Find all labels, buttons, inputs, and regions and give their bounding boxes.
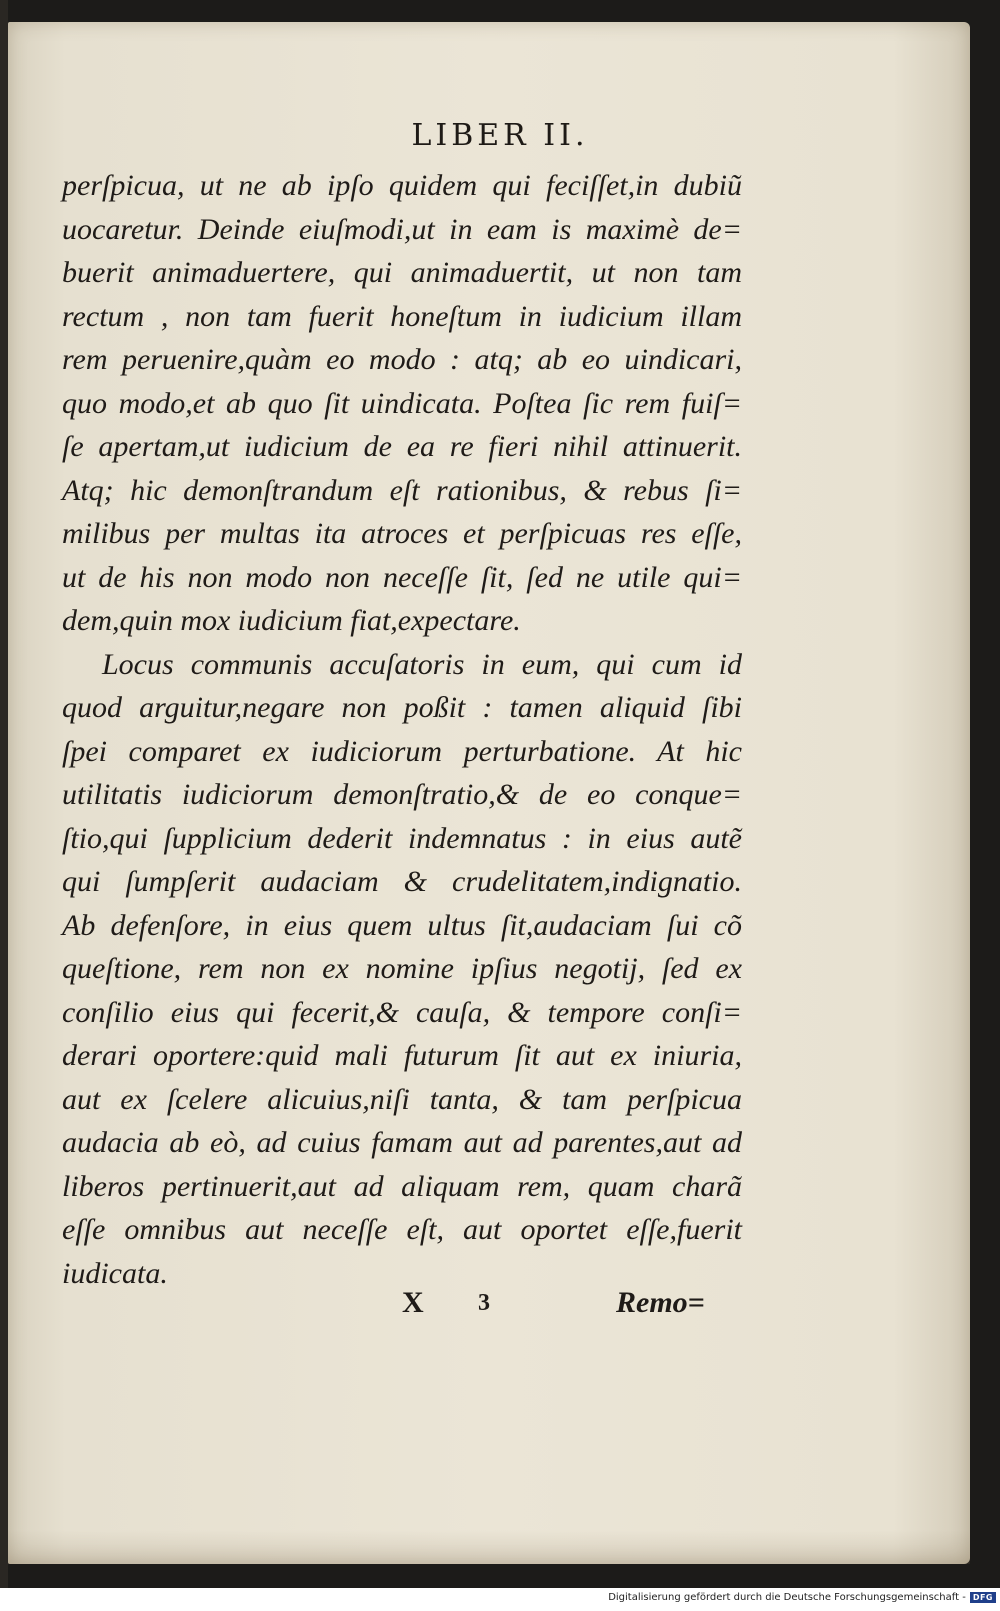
text-line: eſſe omnibus aut neceſſe eſt, aut oportet eſſe,fuerit: [62, 1213, 742, 1246]
text-line: dem,quin mox iudicium fiat,expectare.: [62, 604, 521, 637]
text-line: qui ſumpſerit audaciam & crudelitatem,indignatio.: [62, 865, 742, 898]
text-line: iudicata.: [62, 1256, 168, 1290]
text-line: Locus communis accuſatoris in eum, qui cum id: [102, 647, 742, 681]
catchword: Remo=: [616, 1286, 705, 1319]
running-head: LIBER II.: [411, 118, 589, 153]
text-line: audacia ab eò, ad cuius famam aut ad parentes,aut ad: [62, 1126, 742, 1159]
text-line: queſtione, rem non ex nomine ipſius negotij, ſed ex: [62, 952, 742, 985]
text-line: buerit animaduertere, qui animaduertit, ut non tam: [62, 256, 742, 289]
text-line: Ab defenſore, in eius quem ultus ſit,audaciam ſui cõ: [62, 908, 742, 942]
text-line: perſpicua, ut ne ab ipſo quidem qui feciſſet,in dubiũ: [62, 169, 742, 202]
dfg-logo: DFG: [970, 1592, 996, 1603]
signature-mark: X: [402, 1286, 426, 1319]
text-line: liberos pertinuerit,aut ad aliquam rem, quam charã: [62, 1169, 742, 1203]
text-line: ſpei comparet ex iudiciorum perturbatione. At hic: [62, 734, 742, 768]
text-line: quod arguitur,negare non poßit : tamen aliquid ſibi: [62, 691, 742, 724]
book-edge: [0, 0, 8, 1588]
text-line: uocaretur. Deinde eiuſmodi,ut in eam is maximè de=: [62, 212, 742, 246]
credit-text: Digitalisierung gefördert durch die Deutsche Forschungsgemeinschaft -: [608, 1592, 966, 1603]
text-line: utilitatis iudiciorum demonſtratio,& de eo conque=: [62, 778, 742, 811]
page-footer: [0, 1286, 1000, 1326]
text-line: Atq; hic demonſtrandum eſt rationibus, & rebus ſi=: [62, 473, 742, 507]
signature-number: 3: [478, 1290, 490, 1316]
text-line: ſe apertam,ut iudicium de ea re fieri nihil attinuerit.: [62, 430, 742, 463]
digitization-credit: [608, 1592, 996, 1603]
text-line: ut de his non modo non neceſſe ſit, ſed ne utile qui=: [62, 560, 742, 594]
text-line: rectum , non tam fuerit honeſtum in iudicium illam: [62, 299, 742, 333]
text-line: conſilio eius qui fecerit,& cauſa, & tempore conſi=: [62, 995, 742, 1029]
text-line: derari oportere:quid mali futurum ſit aut ex iniuria,: [62, 1039, 742, 1072]
text-line: quo modo,et ab quo ſit uindicata. Poſtea ſic rem fuiſ=: [62, 386, 742, 420]
text-line: ſtio,qui ſupplicium dederit indemnatus : in eius autẽ: [62, 821, 742, 855]
text-line: milibus per multas ita atroces et perſpicuas res eſſe,: [62, 517, 742, 550]
text-line: aut ex ſcelere alicuius,niſi tanta, & tam perſpicua: [62, 1082, 742, 1116]
text-line: rem peruenire,quàm eo modo : atq; ab eo uindicari,: [62, 343, 742, 376]
body-text: [62, 164, 742, 1295]
